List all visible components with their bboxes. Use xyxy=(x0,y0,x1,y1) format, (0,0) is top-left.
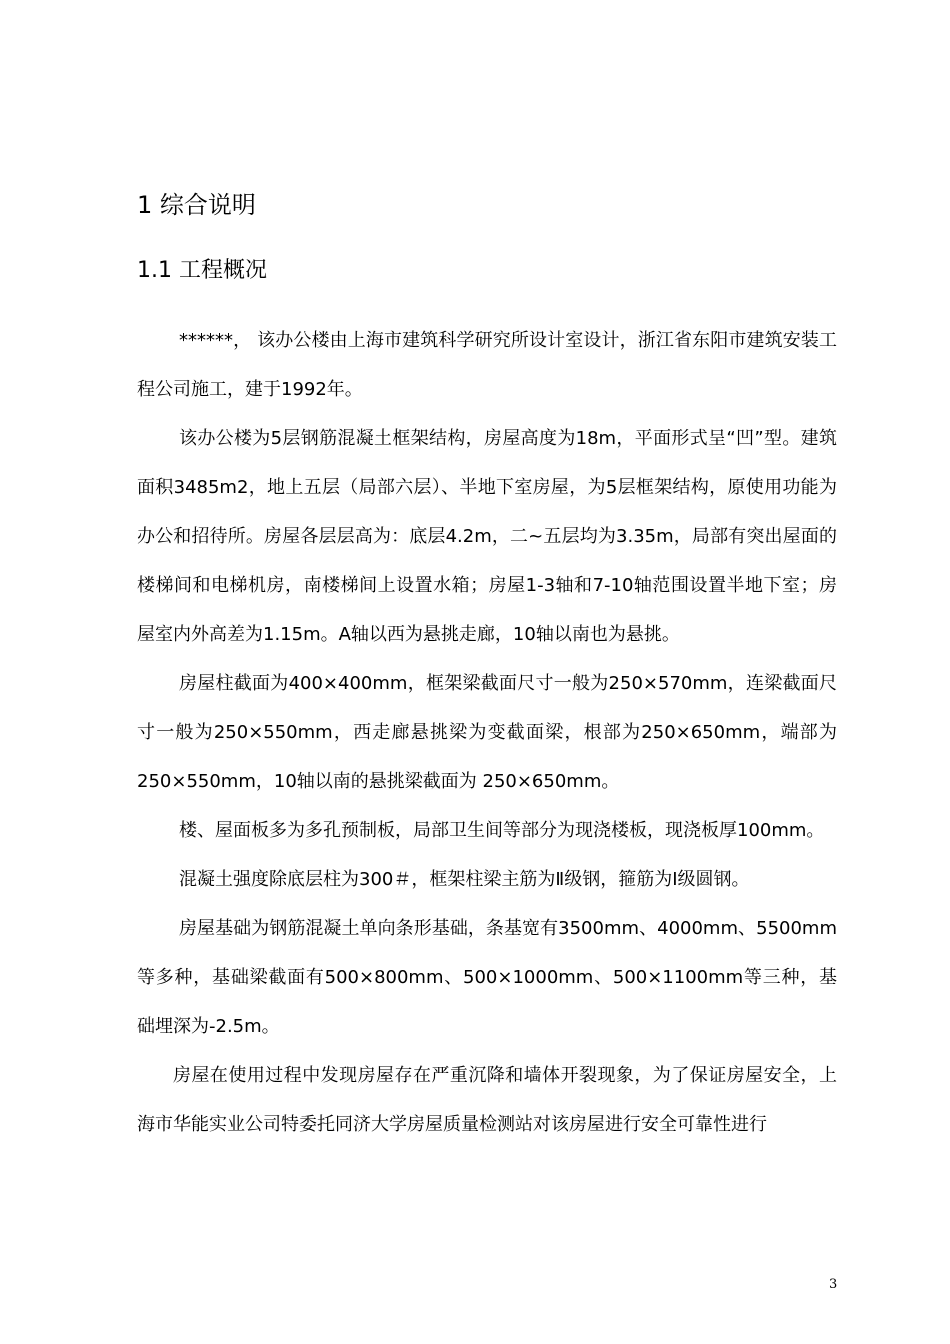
paragraph-structure-overview: 该办公楼为5层钢筋混凝土框架结构，房屋高度为18m，平面形式呈“凹”型。建筑面积3485m2，地上五层（局部六层）、半地下室房屋，为5层框架结构，原使用功能为办公和招待所。房屋各层层高为：底层4.2m，二~五层均为3.35m，局部有突出屋面的楼梯间和电梯机房，南楼梯间上设置水箱；房屋1-3轴和7-10轴范围设置半地下室；房屋室内外高差为1.15m。A轴以西为悬挑走廊，10轴以南也为悬挑。 xyxy=(137,428,837,645)
paragraph-foundation: 房屋基础为钢筋混凝土单向条形基础，条基宽有3500mm、4000mm、5500mm等多种，基础梁截面有500×800mm、500×1000mm、500×1100mm等三种，基础埋深为-2.5m。 xyxy=(137,918,837,1037)
paragraph-concrete-strength: 混凝土强度除底层柱为300＃，框架柱梁主筋为Ⅱ级钢，箍筋为Ⅰ级圆钢。 xyxy=(179,869,750,890)
paragraph-project-origin: ******， 该办公楼由上海市建筑科学研究所设计室设计，浙江省东阳市建筑安装工程公司施工，建于1992年。 xyxy=(137,330,837,400)
page-number: 3 xyxy=(829,1277,838,1292)
body-text xyxy=(137,316,837,1149)
paragraph-inspection-reason: 房屋在使用过程中发现房屋存在严重沉降和墙体开裂现象，为了保证房屋安全，上海市华能实业公司特委托同济大学房屋质量检测站对该房屋进行安全可靠性进行 xyxy=(137,1065,837,1135)
paragraph-section-sizes: 房屋柱截面为400×400mm，框架梁截面尺寸一般为250×570mm，连梁截面尺寸一般为250×550mm，西走廊悬挑梁为变截面梁，根部为250×650mm，端部为250×550mm，10轴以南的悬挑梁截面为 250×650mm。 xyxy=(137,673,837,792)
section-heading: 1 综合说明 xyxy=(137,191,256,219)
subsection-heading: 1.1 工程概况 xyxy=(137,258,267,283)
paragraph-floor-slabs: 楼、屋面板多为多孔预制板，局部卫生间等部分为现浇楼板，现浇板厚100mm。 xyxy=(179,820,825,841)
